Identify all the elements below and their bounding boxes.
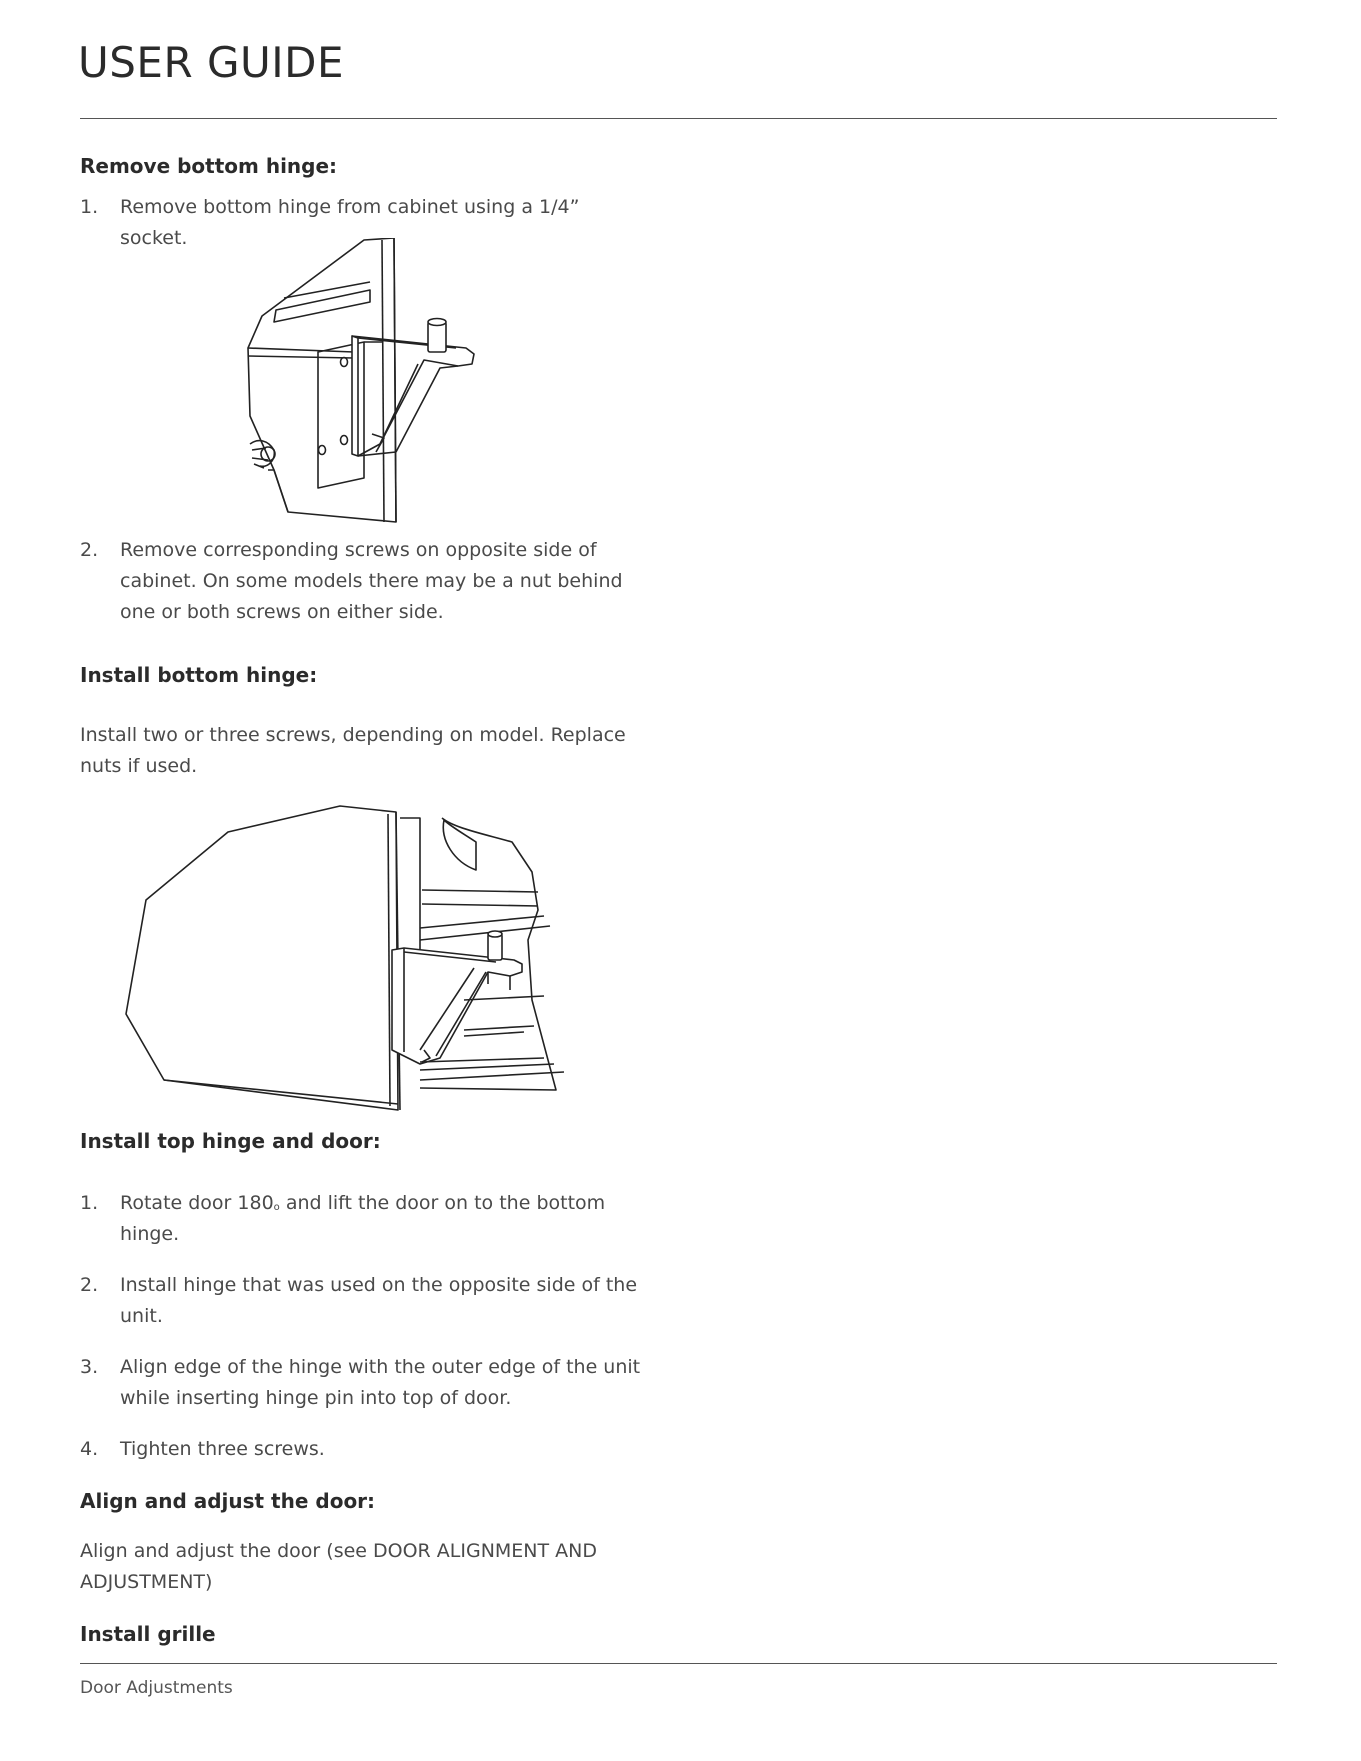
footer-section-name: Door Adjustments xyxy=(80,1678,233,1698)
list-item xyxy=(80,1270,660,1332)
heading-install-top-hinge: Install top hinge and door: xyxy=(80,1129,381,1153)
step-text: Align edge of the hinge with the outer edge of the unit while inserting hinge pin into top of door. xyxy=(120,1356,641,1409)
step-text: Rotate door 180 xyxy=(120,1192,274,1214)
heading-remove-bottom-hinge: Remove bottom hinge: xyxy=(80,154,338,178)
list-item xyxy=(80,1434,660,1465)
bottom-hinge-installation-illustration xyxy=(124,800,564,1116)
step-number: 2. xyxy=(80,1274,99,1296)
step-number: 3. xyxy=(80,1356,99,1378)
page-title: USER GUIDE xyxy=(78,38,345,87)
header-divider xyxy=(80,118,1277,119)
step-text: and lift the door on to the bottom hinge. xyxy=(120,1192,606,1245)
step-number: 1. xyxy=(80,196,99,218)
heading-align-adjust-door: Align and adjust the door: xyxy=(80,1489,376,1513)
heading-install-bottom-hinge: Install bottom hinge: xyxy=(80,663,318,687)
step-number: 1. xyxy=(80,1192,99,1214)
step-text: Remove corresponding screws on opposite side of cabinet. On some models there may be a nut behind one or both screws on either side. xyxy=(120,539,623,623)
paragraph: Install two or three screws, depending on model. Replace nuts if used. xyxy=(80,724,626,777)
step-text: Install hinge that was used on the opposite side of the unit. xyxy=(120,1274,638,1327)
heading-install-grille: Install grille xyxy=(80,1622,216,1646)
step-number: 4. xyxy=(80,1438,99,1460)
list-item xyxy=(80,1188,660,1250)
bottom-hinge-removal-illustration xyxy=(244,238,524,524)
list-item xyxy=(80,1352,660,1414)
paragraph: Align and adjust the door (see DOOR ALIGNMENT AND ADJUSTMENT) xyxy=(80,1540,598,1593)
list-item xyxy=(80,535,660,628)
step-number: 2. xyxy=(80,539,99,561)
step-text: Tighten three screws. xyxy=(120,1438,325,1460)
step-text: Remove bottom hinge from cabinet using a 1/4” socket. xyxy=(120,196,580,249)
footer-divider xyxy=(80,1663,1277,1664)
degree-symbol: o xyxy=(273,1202,280,1213)
